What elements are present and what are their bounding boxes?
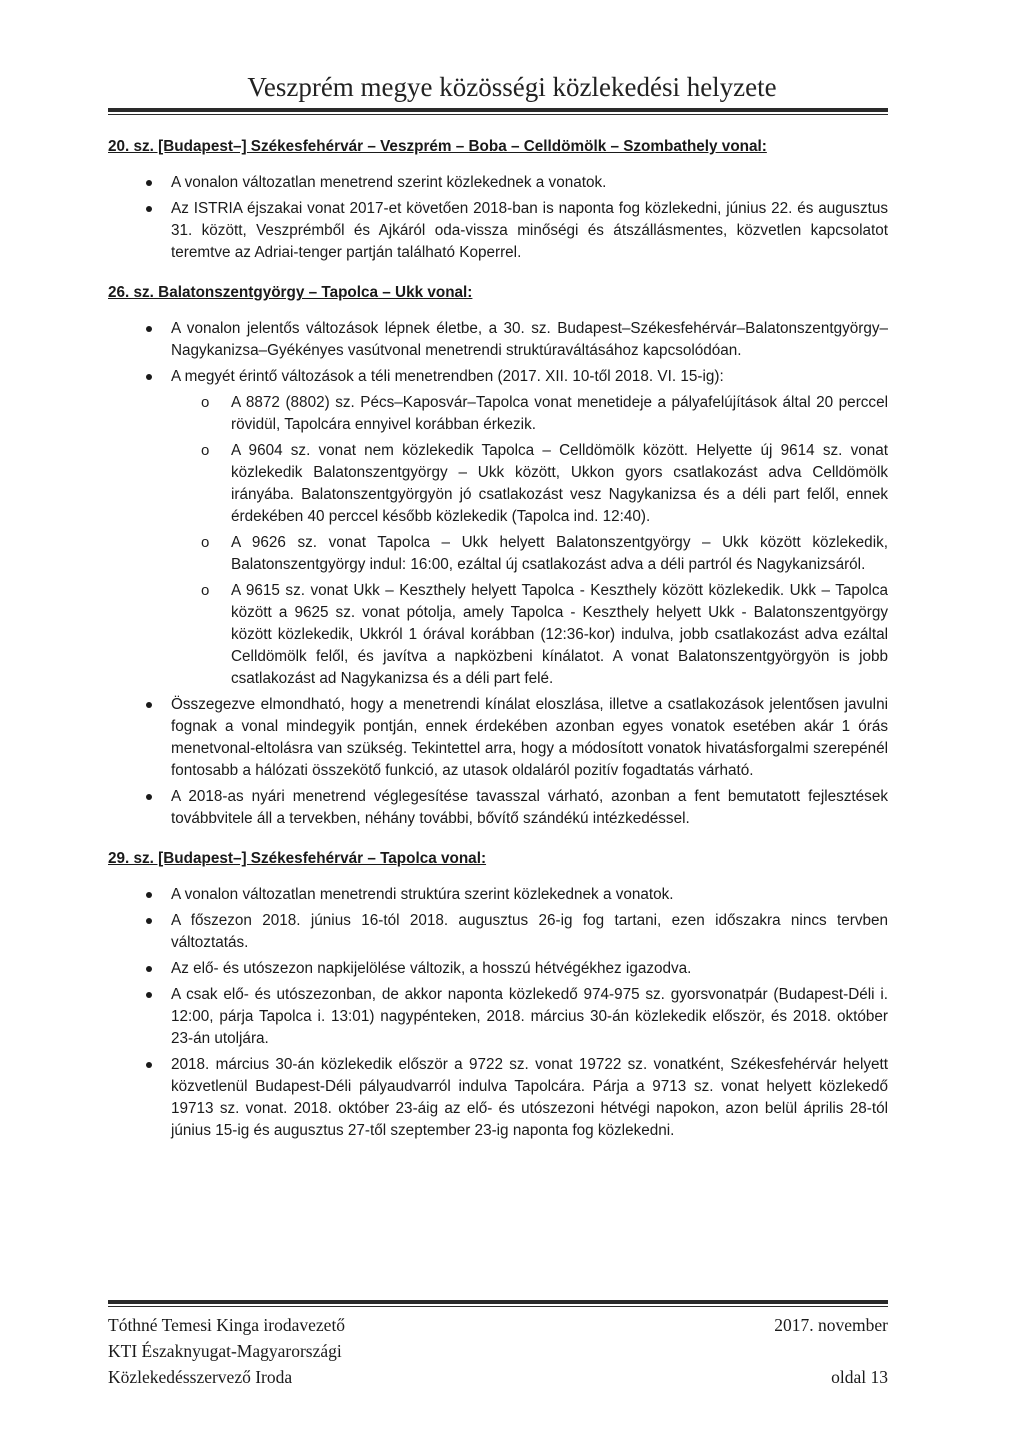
footer-author-block bbox=[108, 1312, 345, 1390]
bullet-list bbox=[108, 172, 888, 264]
sub-item: o A 8872 (8802) sz. Pécs–Kaposvár–Tapolca vonat menetideje a pályafelújítások által 20 perccel rövidül, Tapolcára ennyivel korábban érkezik. bbox=[171, 392, 888, 436]
section-line-26 bbox=[108, 282, 888, 830]
bullet-item: 2018. március 30-án közlekedik először a 9722 sz. vonat 19722 sz. vonatként, Székesfehérvár helyett közvetlenül Budapest-Déli pályaudvarról indulva Tapolcára. Párja a 9713 sz. vonat helyett közlekedő 19713 sz. vonat. 2018. október 23-áig az elő- és utószezoni hétvégi napokon, azon belül április 28-tól június 15-ig és augusztus 27-től szeptember 23-ig naponta fog közlekedni. bbox=[108, 1054, 888, 1142]
footer-rule bbox=[108, 1300, 888, 1307]
footer-date: 2017. november bbox=[774, 1315, 888, 1335]
header-rule bbox=[108, 108, 888, 115]
footer-author-name: Tóthné Temesi Kinga irodavezető bbox=[108, 1315, 346, 1335]
document-body bbox=[108, 136, 888, 1160]
section-line-20 bbox=[108, 136, 888, 264]
page-number: oldal 13 bbox=[831, 1367, 888, 1387]
page-footer bbox=[108, 1312, 888, 1390]
bullet-item-text: A megyét érintő változások a téli menetrendben (2017. XII. 10-től 2018. VI. 15-ig): bbox=[171, 368, 724, 385]
bullet-item: Az elő- és utószezon napkijelölése változik, a hosszú hétvégékhez igazodva. bbox=[108, 958, 888, 980]
sub-item: o A 9615 sz. vonat Ukk – Keszthely helyett Tapolca - Keszthely között közlekedik. Ukk – Tapolca között a 9625 sz. vonat pótolja, amely Tapolca - Keszthely helyett Ukk - Balatonszentgyörgy között közlekedik, Ukkról 1 órával korábban (12:36-kor) indulva, jobb csatlakozást adva ezáltal Celldömölk felől, és javítva a napközbeni kínálatot. A vonat Balatonszentgyörgyön is jobb csatlakozást ad Nagykanizsa és a déli part felé. bbox=[171, 580, 888, 690]
bullet-item: A vonalon változatlan menetrendi struktúra szerint közlekednek a vonatok. bbox=[108, 884, 888, 906]
bullet-item bbox=[108, 366, 888, 690]
bullet-list bbox=[108, 884, 888, 1142]
section-line-29 bbox=[108, 848, 888, 1142]
page-title: Veszprém megye közösségi közlekedési helyzete bbox=[247, 72, 777, 102]
bullet-item: A csak elő- és utószezonban, de akkor naponta közlekedő 974-975 sz. gyorsvonatpár (Budapest-Déli i. 12:00, párja Tapolca i. 13:01) nagypénteken, 2018. március 30-án közlekedik először, és 2018. október 23-án utoljára. bbox=[108, 984, 888, 1050]
footer-office-line1: KTI Északnyugat-Magyarországi bbox=[108, 1341, 342, 1361]
bullet-item: A 2018-as nyári menetrend véglegesítése tavasszal várható, azonban a fent bemutatott fejlesztések továbbvitele áll a tervekben, néhány további, bővítő szándékú intézkedéssel. bbox=[108, 786, 888, 830]
bullet-item: Összegezve elmondható, hogy a menetrendi kínálat eloszlása, illetve a csatlakozások jelentősen javulni fognak a vonal mindegyik pontján, ennek érdekében azonban egyes vonatok esetében akár 1 órás menetvonal-eltolásra van szükség. Tekintettel arra, hogy a módosított vonatok hivatásforgalmi szerepénél fontosabb a hálózati összekötő funkció, az utasok oldaláról pozitív fogadtatás várható. bbox=[108, 694, 888, 782]
bullet-item: A vonalon jelentős változások lépnek életbe, a 30. sz. Budapest–Székesfehérvár–Balatonszentgyörgy–Nagykanizsa–Gyékényes vasútvonal menetrendi struktúraváltásához kapcsolódóan. bbox=[108, 318, 888, 362]
sub-list bbox=[171, 392, 888, 690]
footer-office-line2: Közlekedésszervező Iroda bbox=[108, 1367, 293, 1387]
section-heading: 26. sz. Balatonszentgyörgy – Tapolca – Ukk vonal: bbox=[108, 284, 473, 301]
bullet-item: Az ISTRIA éjszakai vonat 2017-et követően 2018-ban is naponta fog közlekedni, június 22. és augusztus 31. között, Veszprémből és Ajkáról oda-vissza minőségi és átszállásmentes, közvetlen kapcsolatot teremtve az Adriai-tenger partján található Koperrel. bbox=[108, 198, 888, 264]
sub-item: o A 9604 sz. vonat nem közlekedik Tapolca – Celldömölk között. Helyette új 9614 sz. vonat közlekedik Balatonszentgyörgy – Ukk között, Ukkon gyors csatlakozást adva Celldömölk irányába. Balatonszentgyörgyön jó csatlakozást vesz Nagykanizsa és a déli part felől, ennek érdekében 40 perccel később közlekedik (Tapolca ind. 12:40). bbox=[171, 440, 888, 528]
bullet-item: A főszezon 2018. június 16-tól 2018. augusztus 26-ig fog tartani, ezen időszakra nincs tervben változtatás. bbox=[108, 910, 888, 954]
bullet-list bbox=[108, 318, 888, 830]
sub-item: o A 9626 sz. vonat Tapolca – Ukk helyett Balatonszentgyörgy – Ukk között közlekedik, Balatonszentgyörgy indul: 16:00, ezáltal új csatlakozást adva a déli partról és Nagykanizsáról. bbox=[171, 532, 888, 576]
footer-meta-block bbox=[774, 1312, 888, 1390]
section-heading: 20. sz. [Budapest–] Székesfehérvár – Veszprém – Boba – Celldömölk – Szombathely vonal: bbox=[108, 138, 767, 155]
section-heading: 29. sz. [Budapest–] Székesfehérvár – Tapolca vonal: bbox=[108, 850, 487, 867]
bullet-item: A vonalon változatlan menetrend szerint közlekednek a vonatok. bbox=[108, 172, 888, 194]
